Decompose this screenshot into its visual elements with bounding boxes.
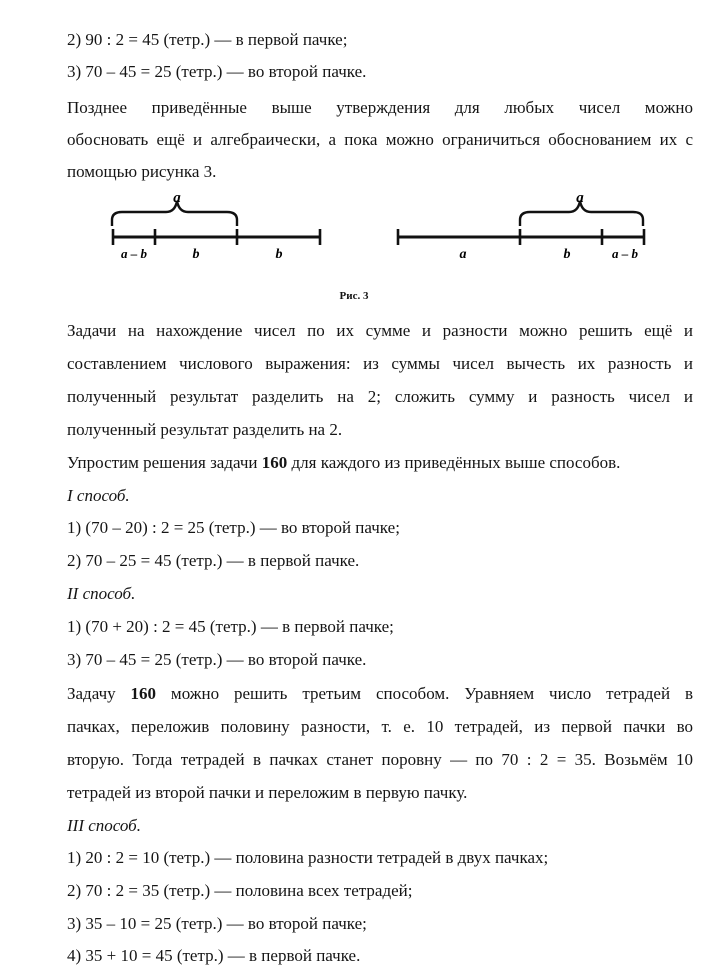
method-title: I способ. bbox=[67, 486, 130, 505]
paragraph-line: полученный результат разделить на 2; сложить сумму и разность чисел и bbox=[67, 387, 693, 406]
paragraph-line: пачках, переложив половину разности, т. е. 10 тетрадей, из первой пачки во bbox=[67, 717, 693, 736]
solution-step: 1) (70 – 20) : 2 = 25 (тетр.) — во второй пачке; bbox=[67, 518, 400, 537]
left-segment-label: a – b bbox=[121, 246, 147, 261]
paragraph-line: Упростим решения задачи 160 для каждого из приведённых выше способов. bbox=[67, 453, 621, 472]
method-title: II способ. bbox=[67, 584, 136, 603]
paragraph-line: тетрадей из второй пачки и переложим в первую пачку. bbox=[67, 783, 468, 802]
right-segment-label: a bbox=[459, 247, 467, 262]
right-segment-label: b bbox=[563, 247, 571, 262]
solution-step: 2) 70 – 25 = 45 (тетр.) — в первой пачке. bbox=[67, 551, 360, 570]
paragraph-line: Задачи на нахождение чисел по их сумме и разности можно решить ещё и bbox=[67, 321, 693, 340]
solution-step: 3) 35 – 10 = 25 (тетр.) — во второй пачке; bbox=[67, 914, 367, 933]
paragraph-line: вторую. Тогда тетрадей в пачках станет поровну — по 70 : 2 = 35. Возьмём 10 bbox=[67, 750, 693, 769]
problem-number: 160 bbox=[261, 453, 288, 472]
solution-step: 3) 70 – 45 = 25 (тетр.) — во второй пачке. bbox=[67, 650, 367, 669]
figure-3-diagram bbox=[0, 0, 708, 300]
paragraph-line: составлением числового выражения: из суммы чисел вычесть их разность и bbox=[67, 354, 693, 373]
right-segment-diagram bbox=[398, 190, 645, 262]
paragraph-line: полученный результат разделить на 2. bbox=[67, 420, 343, 439]
solution-step: 1) (70 + 20) : 2 = 45 (тетр.) — в первой пачке; bbox=[67, 617, 394, 636]
left-segment-diagram bbox=[112, 190, 321, 262]
figure-caption: Рис. 3 bbox=[339, 290, 369, 302]
left-segment-label: b bbox=[192, 247, 200, 262]
solution-step: 2) 70 : 2 = 35 (тетр.) — половина всех тетрадей; bbox=[67, 881, 413, 900]
solution-step: 2) 90 : 2 = 45 (тетр.) — в первой пачке; bbox=[67, 30, 348, 49]
paragraph-line: Позднее приведённые выше утверждения для любых чисел можно bbox=[67, 98, 693, 117]
solution-step: 1) 20 : 2 = 10 (тетр.) — половина разности тетрадей в двух пачках; bbox=[67, 848, 549, 867]
paragraph-line: помощью рисунка 3. bbox=[67, 162, 217, 181]
paragraph-line: Задачу 160 можно решить третьим способом. Уравняем число тетрадей в bbox=[67, 684, 693, 703]
paragraph-line: обосновать ещё и алгебраически, а пока можно ограничиться обоснованием их с bbox=[67, 130, 693, 149]
right-segment-label: a – b bbox=[612, 246, 638, 261]
method-title: III способ. bbox=[67, 816, 141, 835]
left-brace-label: a bbox=[173, 190, 181, 206]
left-segment-label: b bbox=[275, 247, 283, 262]
right-brace-label: a bbox=[576, 190, 584, 206]
problem-number: 160 bbox=[130, 684, 157, 703]
solution-step: 3) 70 – 45 = 25 (тетр.) — во второй пачке. bbox=[67, 62, 367, 81]
solution-step: 4) 35 + 10 = 45 (тетр.) — в первой пачке. bbox=[67, 946, 361, 965]
